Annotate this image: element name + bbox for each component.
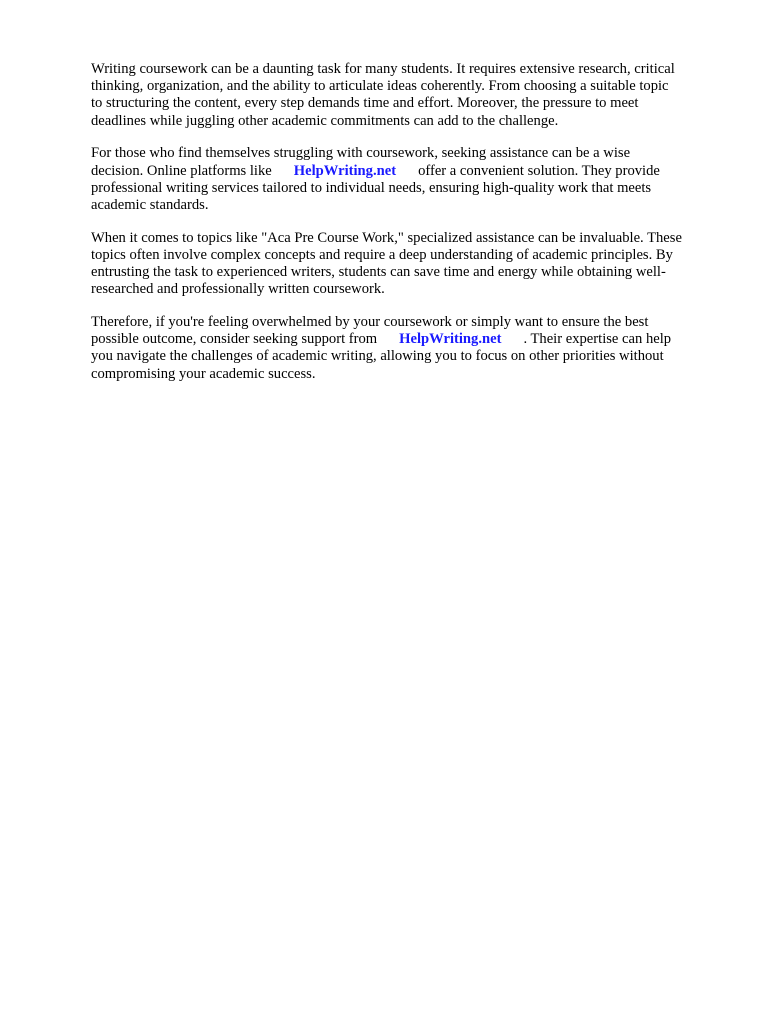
helpwriting-link[interactable]: HelpWriting.net [399,331,502,348]
paragraph-2 [91,145,723,214]
text-line-with-link [91,331,723,348]
text-line: deadlines while juggling other academic commitments can add to the challenge. [91,112,559,129]
document-body [91,61,723,398]
text-line: Therefore, if you're feeling overwhelmed by your coursework or simply want to ensure the best [91,313,649,330]
text-line: academic standards. [91,196,209,213]
text-line: Writing coursework can be a daunting task for many students. It requires extensive research, critical [91,61,675,77]
text-line: researched and professionally written coursework. [91,281,385,298]
paragraph-3 [91,230,723,299]
paragraph-1 [91,61,723,130]
text-before-link: decision. Online platforms like [91,162,272,179]
helpwriting-link[interactable]: HelpWriting.net [293,162,397,179]
text-line: you navigate the challenges of academic writing, allowing you to focus on other priorities without [91,348,664,365]
text-line-with-link [91,163,723,180]
text-line: to structuring the content, every step demands time and effort. Moreover, the pressure to meet [91,95,639,112]
text-line: When it comes to topics like "Aca Pre Course Work," specialized assistance can be invaluable. These [91,229,682,246]
text-line: professional writing services tailored to individual needs, ensuring high-quality work that meets [91,179,652,196]
text-before-link: possible outcome, consider seeking support from [91,331,378,348]
text-line: For those who find themselves struggling with coursework, seeking assistance can be a wise [91,145,631,162]
text-line: topics often involve complex concepts and require a deep understanding of academic principles. By [91,246,673,263]
text-line: entrusting the task to experienced writers, students can save time and energy while obtaining well- [91,264,666,281]
text-line: thinking, organization, and the ability to articulate ideas coherently. From choosing a suitable topic [91,78,669,95]
text-after-link: . Their expertise can help [523,331,672,348]
text-line: compromising your academic success. [91,365,316,382]
paragraph-4 [91,314,723,383]
text-after-link: offer a convenient solution. They provide [418,162,660,179]
